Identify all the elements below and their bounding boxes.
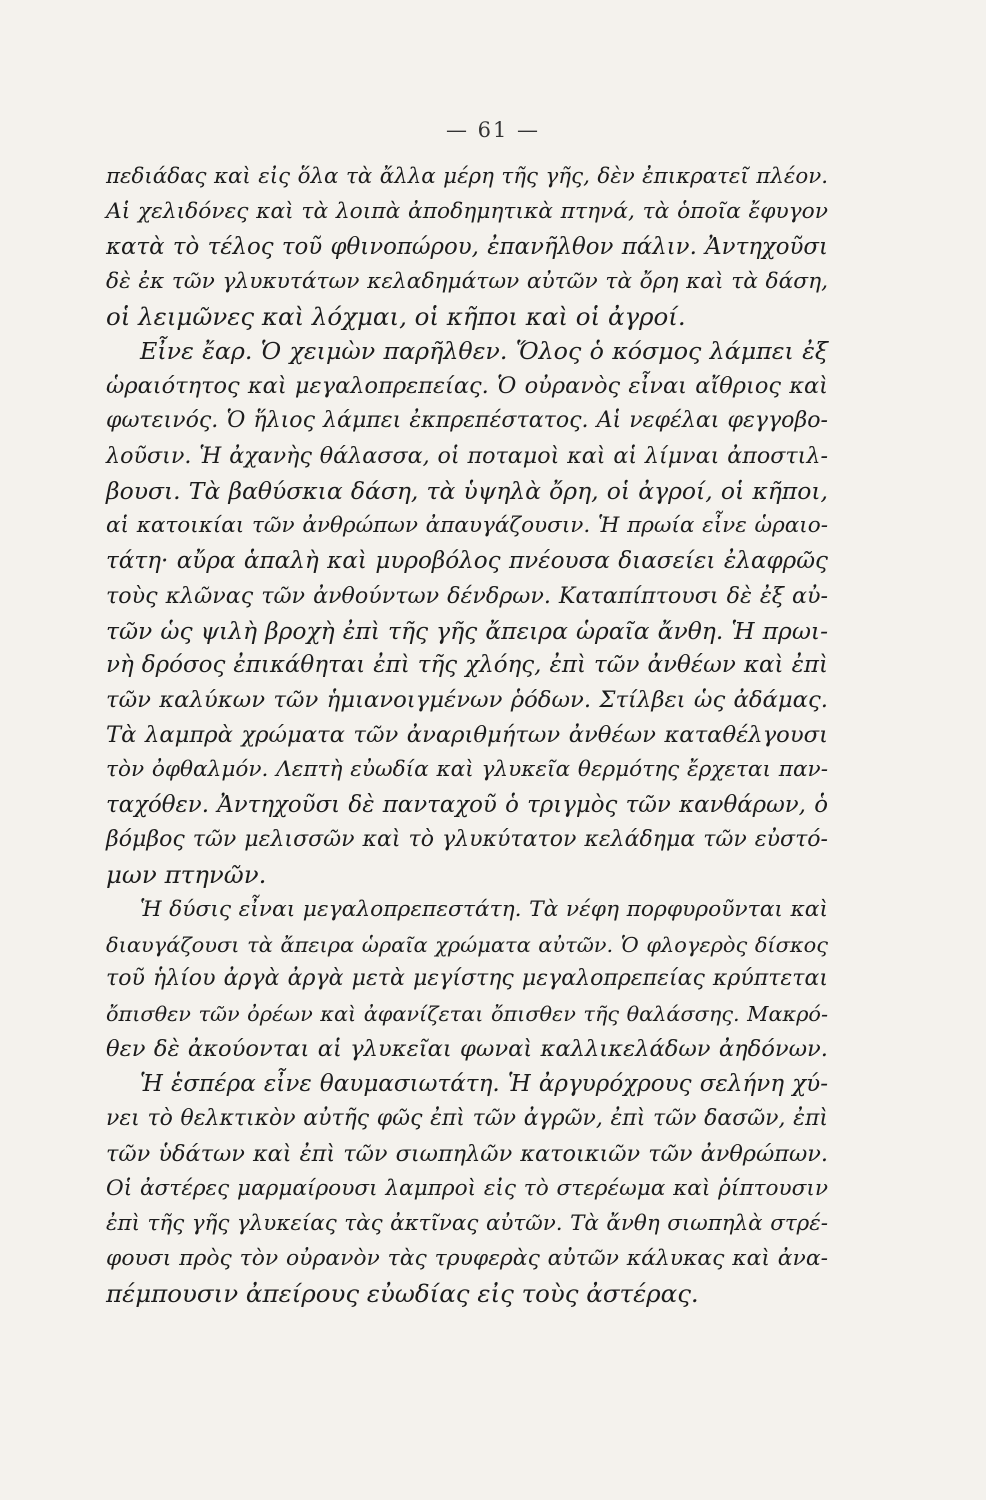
text-line: μων πτηνῶν. (106, 859, 267, 889)
text-line: τοῦ ἡλίου ἀργὰ ἀργὰ μετὰ μεγίστης μεγαλοπρεπείας κρύπτεται (106, 966, 828, 992)
text-line: κατὰ τὸ τέλος τοῦ φθινοπώρου, ἐπανῆλθον πάλιν. Ἀντηχοῦσι (106, 233, 828, 260)
text-line: λοῦσιν. Ἡ ἀχανὴς θάλασσα, οἱ ποταμοὶ καὶ αἱ λίμναι ἀποστιλ- (106, 443, 828, 470)
text-line: νὴ δρόσος ἐπικάθηται ἐπὶ τῆς χλόης, ἐπὶ τῶν ἀνθέων καὶ ἐπὶ (106, 652, 828, 679)
text-line: ταχόθεν. Ἀντηχοῦσι δὲ πανταχοῦ ὁ τριγμὸς τῶν κανθάρων, ὁ (106, 792, 828, 819)
text-line: πέμπουσιν ἀπείρους εὐωδίας εἰς τοὺς ἀστέρας. (106, 1278, 699, 1308)
text-line: Εἶνε ἔαρ. Ὁ χειμὼν παρῆλθεν. Ὅλος ὁ κόσμος λάμπει ἐξ (140, 337, 828, 366)
text-line: Ἡ ἑσπέρα εἶνε θαυμασιωτάτη. Ἡ ἀργυρόχρους σελήνη χύ- (140, 1071, 828, 1098)
text-line: ὡραιότητος καὶ μεγαλοπρεπείας. Ὁ οὐρανὸς εἶναι αἴθριος καὶ (106, 373, 828, 400)
text-line: τῶν καλύκων τῶν ἡμιανοιγμένων ῥόδων. Στίλβει ὡς ἀδάμας. (106, 687, 828, 714)
text-line: τὸν ὀφθαλμόν. Λεπτὴ εὐωδία καὶ γλυκεῖα θερμότης ἔρχεται παν- (106, 757, 828, 783)
text-line: Αἱ χελιδόνες καὶ τὰ λοιπὰ ἀποδημητικὰ πτηνά, τὰ ὁποῖα ἔφυγον (106, 198, 828, 224)
text-line: Τὰ λαμπρὰ χρώματα τῶν ἀναριθμήτων ἀνθέων καταθέλγουσι (106, 722, 828, 749)
text-line: αἱ κατοικίαι τῶν ἀνθρώπων ἀπαυγάζουσιν. Ἡ πρωία εἶνε ὡραιο- (106, 512, 828, 538)
text-line: τάτη· αὔρα ἁπαλὴ καὶ μυροβόλος πνέουσα διασείει ἐλαφρῶς (106, 547, 828, 574)
text-line: ἐπὶ τῆς γῆς γλυκείας τὰς ἀκτῖνας αὐτῶν. Τὰ ἄνθη σιωπηλὰ στρέ- (106, 1210, 828, 1236)
text-line: τῶν ὡς ψιλὴ βροχὴ ἐπὶ τῆς γῆς ἄπειρα ὡραῖα ἄνθη. Ἡ πρωι- (106, 616, 828, 645)
text-line: Ἡ δύσις εἶναι μεγαλοπρεπεστάτη. Τὰ νέφη πορφυροῦνται καὶ (140, 896, 828, 922)
text-line: φουσι πρὸς τὸν οὐρανὸν τὰς τρυφερὰς αὐτῶν κάλυκας καὶ ἀνα- (106, 1245, 828, 1271)
text-line: πεδιάδας καὶ εἰς ὅλα τὰ ἄλλα μέρη τῆς γῆς, δὲν ἐπικρατεῖ πλέον. (106, 164, 828, 189)
page-number: — 61 — (445, 118, 541, 142)
text-line: ὄπισθεν τῶν ὀρέων καὶ ἀφανίζεται ὄπισθεν τῆς θαλάσσης. Μακρό- (106, 1002, 828, 1027)
text-line: φωτεινός. Ὁ ἥλιος λάμπει ἐκπρεπέστατος. Αἱ νεφέλαι φεγγοβο- (106, 408, 828, 434)
text-line: οἱ λειμῶνες καὶ λόχμαι, οἱ κῆποι καὶ οἱ ἀγροί. (106, 301, 686, 331)
text-line: βόμβος τῶν μελισσῶν καὶ τὸ γλυκύτατον κελάδημα τῶν εὐστό- (106, 826, 828, 852)
text-line: νει τὸ θελκτικὸν αὐτῆς φῶς ἐπὶ τῶν ἀγρῶν, ἐπὶ τῶν δασῶν, ἐπὶ (106, 1106, 828, 1132)
text-line: θεν δὲ ἀκούονται αἱ γλυκεῖαι φωναὶ καλλικελάδων ἀηδόνων. (106, 1036, 828, 1063)
text-line: τῶν ὑδάτων καὶ ἐπὶ τῶν σιωπηλῶν κατοικιῶν τῶν ἀνθρώπων. (106, 1140, 828, 1167)
body-text (106, 160, 828, 1311)
text-line: βουσι. Τὰ βαθύσκια δάση, τὰ ὑψηλὰ ὄρη, οἱ ἀγροί, οἱ κῆποι, (106, 477, 828, 506)
text-line: Οἱ ἀστέρες μαρμαίρουσι λαμπροὶ εἰς τὸ στερέωμα καὶ ῥίπτουσιν (106, 1175, 828, 1201)
text-line: δὲ ἐκ τῶν γλυκυτάτων κελαδημάτων αὐτῶν τὰ ὄρη καὶ τὰ δάση, (106, 268, 828, 294)
text-line: διαυγάζουσι τὰ ἄπειρα ὡραῖα χρώματα αὐτῶν. Ὁ φλογερὸς δίσκος (106, 932, 828, 957)
text-line: τοὺς κλῶνας τῶν ἀνθούντων δένδρων. Καταπίπτουσι δὲ ἐξ αὐ- (106, 582, 828, 609)
